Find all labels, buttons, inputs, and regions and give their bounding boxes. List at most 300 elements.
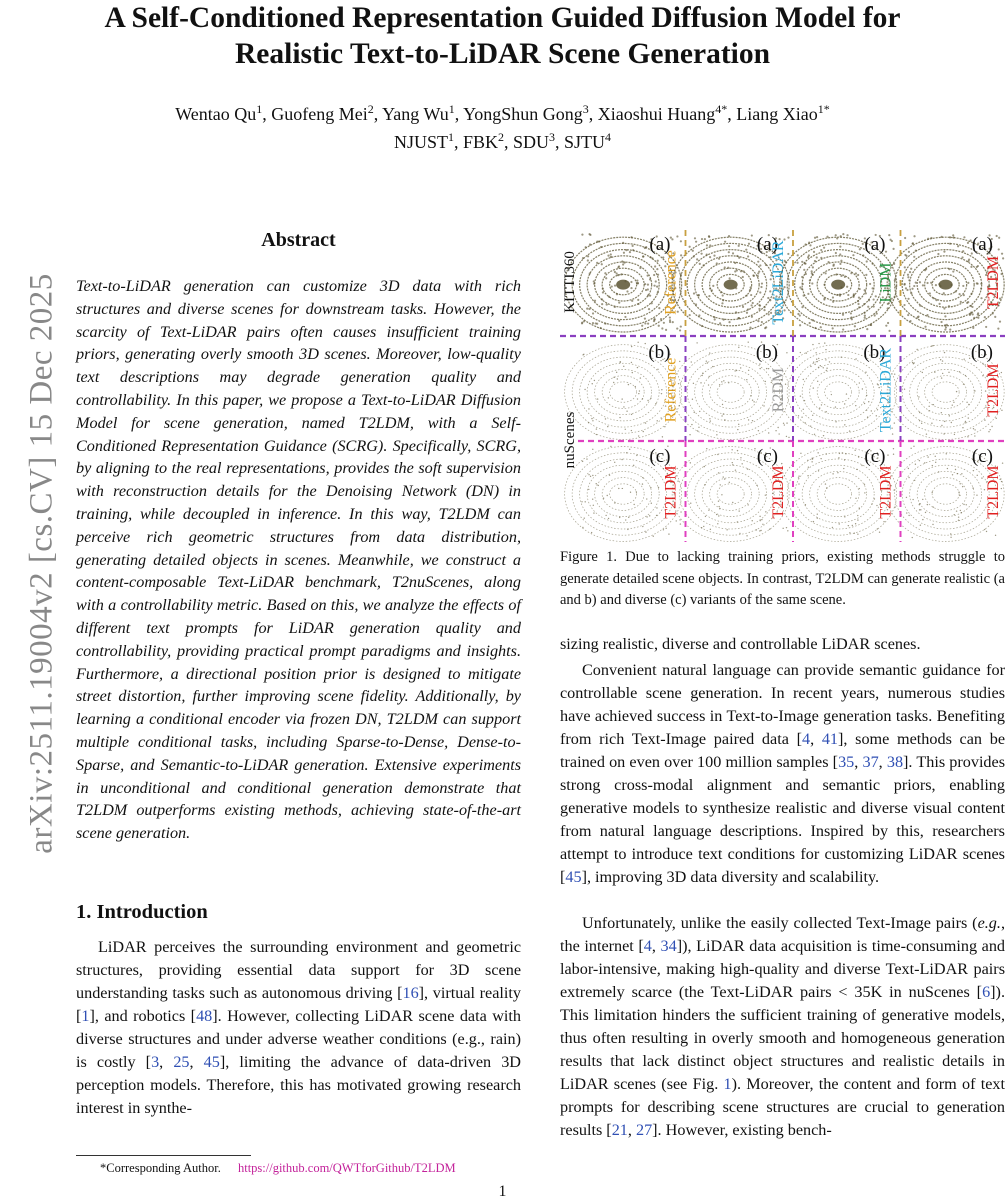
ego-vehicle [939, 489, 953, 499]
lidar-point [759, 516, 760, 517]
author-name-superscript: 1 [256, 102, 263, 116]
lidar-point [859, 507, 860, 508]
lidar-point [679, 519, 680, 520]
lidar-point [709, 376, 710, 377]
lidar-point [938, 471, 939, 472]
lidar-point [743, 270, 745, 272]
lidar-point [944, 315, 946, 317]
lidar-point [586, 458, 587, 459]
lidar-point [864, 484, 865, 485]
lidar-point [942, 360, 943, 361]
lidar-point [846, 286, 848, 288]
lidar-point [606, 303, 608, 305]
lidar-point [804, 400, 805, 401]
lidar-point [616, 372, 617, 373]
lidar-point [930, 237, 932, 239]
lidar-point [919, 509, 920, 510]
lidar-point [957, 473, 958, 474]
lidar-point [618, 488, 619, 489]
lidar-point [812, 457, 813, 458]
lidar-point [708, 509, 709, 510]
lidar-point [768, 432, 769, 433]
lidar-point [981, 477, 982, 478]
text-segment: ], limiting the advance of data-driven 3D perception models. Therefore, this has motivated growing research interest in synthe- [76, 1053, 521, 1117]
lidar-point [582, 461, 583, 462]
lidar-point [633, 504, 634, 505]
lidar-point [821, 404, 822, 405]
lidar-point [625, 249, 627, 251]
lidar-point [984, 420, 985, 421]
lidar-point [647, 288, 649, 290]
citation-link[interactable]: 16 [402, 984, 419, 1002]
lidar-point [663, 529, 664, 530]
lidar-point [653, 285, 655, 287]
lidar-point [588, 474, 589, 475]
lidar-point [960, 301, 962, 303]
lidar-point [601, 298, 603, 300]
lidar-point [843, 468, 844, 469]
lidar-point [970, 293, 972, 295]
lidar-point [637, 282, 639, 284]
lidar-point [944, 421, 945, 422]
lidar-point [908, 251, 910, 253]
lidar-point [718, 506, 719, 507]
lidar-point [903, 284, 905, 286]
lidar-point [962, 250, 964, 252]
lidar-point [799, 286, 801, 288]
lidar-point [626, 452, 627, 453]
lidar-point [814, 327, 816, 329]
lidar-point [844, 276, 846, 278]
method-label: T2LDM [877, 465, 895, 519]
lidar-point [603, 497, 604, 498]
lidar-point [753, 401, 754, 402]
lidar-point [626, 411, 627, 412]
lidar-point [812, 344, 813, 345]
lidar-point [719, 322, 721, 324]
lidar-point [947, 468, 948, 469]
lidar-point [910, 292, 912, 294]
citation-link[interactable]: 25 [173, 1053, 190, 1071]
lidar-point [761, 321, 763, 323]
lidar-point [631, 346, 632, 347]
lidar-point [724, 478, 725, 479]
lidar-point [994, 316, 996, 318]
lidar-point [927, 238, 929, 240]
lidar-point [854, 325, 856, 327]
abstract-text: Text-to-LiDAR generation can customize 3D data with rich structures and diverse scenes for downstream tasks. However, the scarcity of Text-LiDAR pairs often causes insufficient training priors, generating overly smooth 3D scenes. Moreover, low-quality text descriptions may degrade generation quality and controllability. In this paper, we propose a Text-to-LiDAR Diffusion Model for scene generation, named T2LDM, with a Self-Conditioned Representation Guidance (SCRG). Specifically, SCRG, by aligning to the real representations, provides the soft supervision with reconstruction details for the Denoising Network (DN) in training, while decoupled in inference. In this way, T2LDM can perceive rich geometric structures from data distribution, generating detailed objects in scenes. Meanwhile, we construct a content-composable Text-LiDAR benchmark, T2nuScenes, along with a controllability metric. Based on this, we analyze the effects of different text prompts for LiDAR generation quality and controllability, providing practical prompt paradigms and insights. Furthermore, a directional position prior is designed to mitigate street distortion, further improving scene fidelity. Additionally, by learning a conditional encoder via frozen DN, T2LDM can support multiple conditional tasks, including Sparse-to-Dense, Dense-to-Sparse, and Semantic-to-LiDAR generation. Extensive experiments in unconditional and conditional generation demonstrate that T2LDM outperforms existing methods, achieving state-of-the-art scene generation. [76, 277, 521, 843]
lidar-point [858, 296, 860, 298]
lidar-point [588, 308, 590, 310]
lidar-point [966, 504, 967, 505]
citation-link[interactable]: 4 [643, 937, 652, 955]
lidar-point [842, 314, 844, 316]
lidar-point [903, 304, 905, 306]
citation-link[interactable]: 21 [611, 1121, 628, 1139]
lidar-point [859, 488, 860, 489]
lidar-point [592, 498, 593, 499]
lidar-point [728, 251, 730, 253]
lidar-point [943, 307, 945, 309]
lidar-point [892, 248, 894, 250]
citation-link[interactable]: 3 [151, 1053, 160, 1071]
lidar-point [858, 456, 859, 457]
author-name: Xiaoshui Huang [597, 104, 716, 124]
lidar-point [732, 462, 733, 463]
lidar-point [633, 465, 634, 466]
lidar-point [952, 404, 953, 405]
lidar-point [618, 320, 620, 322]
panel-tag: (b) [863, 342, 886, 363]
lidar-point [807, 293, 809, 295]
lidar-point [949, 415, 950, 416]
lidar-point [837, 472, 838, 473]
lidar-point [669, 321, 671, 323]
lidar-point [757, 261, 759, 263]
citation-link[interactable]: 38 [886, 753, 904, 771]
lidar-point [642, 483, 643, 484]
citation-link[interactable]: 6 [982, 983, 991, 1001]
lidar-point [656, 515, 657, 516]
lidar-point [736, 255, 738, 257]
lidar-point [760, 530, 761, 531]
lidar-point [648, 308, 650, 310]
text-segment: ]), LiDAR data acquisition is time-consuming and labor-intensive, making high-quality and diverse Text-LiDAR pairs extremely scarce (the Text-LiDAR pairs < 35K in nuScenes [ [560, 937, 1005, 1001]
lidar-point [850, 316, 852, 318]
citation-link[interactable]: 48 [196, 1007, 213, 1025]
lidar-point [620, 361, 621, 362]
lidar-point [798, 477, 799, 478]
lidar-point [752, 520, 753, 521]
lidar-point [817, 513, 818, 514]
lidar-point [750, 294, 752, 296]
citation-link[interactable]: 34 [660, 937, 677, 955]
lidar-point [977, 265, 979, 267]
citation-link[interactable]: 45 [565, 868, 582, 886]
lidar-point [924, 326, 926, 328]
lidar-point [766, 368, 767, 369]
lidar-point [997, 328, 999, 330]
ego-vehicle [939, 387, 953, 397]
lidar-point [811, 272, 813, 274]
lidar-point [592, 420, 593, 421]
lidar-point [974, 429, 975, 430]
lidar-point [887, 454, 888, 455]
lidar-point [917, 316, 919, 318]
lidar-point [817, 361, 818, 362]
lidar-point [963, 358, 964, 359]
lidar-point [601, 303, 603, 305]
lidar-point [711, 289, 713, 291]
lidar-point [657, 260, 659, 262]
lidar-point [680, 240, 682, 242]
lidar-point [855, 358, 856, 359]
lidar-point [864, 403, 865, 404]
lidar-point [963, 236, 965, 238]
lidar-point [988, 431, 989, 432]
lidar-point [662, 436, 663, 437]
lidar-point [825, 483, 826, 484]
lidar-point [737, 317, 739, 319]
lidar-point [908, 515, 909, 516]
lidar-point [858, 306, 860, 308]
lidar-point [759, 363, 760, 364]
lidar-point [607, 495, 608, 496]
lidar-point [964, 422, 965, 423]
lidar-point [827, 261, 829, 263]
text-segment: ], virtual reality [ [76, 984, 522, 1025]
lidar-point [905, 255, 907, 257]
lidar-point [844, 424, 845, 425]
lidar-point [718, 472, 719, 473]
lidar-point [956, 391, 957, 392]
lidar-point [586, 308, 588, 310]
lidar-point [874, 314, 876, 316]
lidar-point [765, 494, 766, 495]
lidar-point [598, 485, 599, 486]
lidar-point [739, 533, 740, 534]
lidar-point [832, 473, 833, 474]
lidar-point [752, 399, 753, 400]
lidar-point [740, 270, 742, 272]
lidar-point [966, 302, 968, 304]
lidar-point [604, 272, 606, 274]
lidar-point [709, 418, 710, 419]
lidar-point [748, 341, 749, 342]
citation-link[interactable]: 45 [203, 1053, 220, 1071]
lidar-point [645, 531, 646, 532]
lidar-point [840, 235, 842, 237]
lidar-point [932, 465, 933, 466]
lidar-point [907, 274, 909, 276]
lidar-point [643, 431, 644, 432]
lidar-point [959, 371, 960, 372]
lidar-point [642, 398, 643, 399]
lidar-point [658, 487, 659, 488]
lidar-point [844, 516, 845, 517]
lidar-point [845, 453, 846, 454]
lidar-point [976, 495, 977, 496]
lidar-point [842, 328, 844, 330]
citation-link[interactable]: 41 [821, 730, 839, 748]
lidar-point [657, 274, 659, 276]
lidar-point [694, 237, 696, 239]
text-segment: , [159, 1053, 174, 1071]
lidar-point [806, 352, 807, 353]
lidar-point [847, 294, 849, 296]
lidar-point [658, 307, 660, 309]
lidar-point [704, 238, 706, 240]
lidar-point [894, 506, 895, 507]
citation-link[interactable]: 1 [723, 1075, 732, 1093]
lidar-point [722, 294, 724, 296]
lidar-point [926, 282, 928, 284]
lidar-point [693, 255, 695, 257]
figure-1 [560, 230, 1005, 542]
lidar-point [596, 483, 597, 484]
lidar-point [963, 504, 964, 505]
lidar-point [920, 509, 921, 510]
lidar-point [807, 460, 808, 461]
text-segment: Unfortunately, unlike the easily collected Text-Image pairs ( [582, 914, 978, 932]
lidar-point [735, 311, 737, 313]
lidar-point [816, 256, 818, 258]
lidar-point [921, 423, 922, 424]
lidar-point [600, 246, 602, 248]
citation-link[interactable]: 4 [801, 730, 811, 748]
lidar-point [647, 400, 648, 401]
lidar-point [958, 492, 959, 493]
lidar-point [820, 326, 822, 328]
lidar-point [950, 537, 951, 538]
lidar-point [763, 405, 764, 406]
lidar-point [842, 452, 843, 453]
lidar-point [610, 256, 612, 258]
lidar-point [593, 283, 595, 285]
lidar-point [704, 484, 705, 485]
lidar-point [863, 312, 865, 314]
lidar-point [752, 420, 753, 421]
lidar-point [588, 489, 589, 490]
lidar-point [812, 266, 814, 268]
lidar-point [745, 249, 747, 251]
lidar-point [913, 446, 914, 447]
lidar-point [953, 237, 955, 239]
citation-link[interactable]: 35 [838, 753, 855, 771]
lidar-point [869, 283, 871, 285]
lidar-point [692, 250, 694, 252]
lidar-point [963, 294, 965, 296]
lidar-point [740, 457, 741, 458]
lidar-point [973, 428, 974, 429]
method-label: T2LDM [985, 255, 1002, 310]
lidar-point [656, 268, 658, 270]
lidar-point [922, 372, 923, 373]
lidar-point [693, 383, 694, 384]
lidar-point [977, 312, 979, 314]
lidar-point [866, 260, 868, 262]
lidar-point [819, 407, 820, 408]
method-label: R2DM [770, 367, 787, 413]
lidar-point [709, 287, 711, 289]
lidar-point [864, 314, 866, 316]
lidar-point [962, 486, 963, 487]
lidar-point [919, 305, 921, 307]
lidar-point [867, 416, 868, 417]
lidar-point [598, 240, 600, 242]
ego-vehicle [616, 387, 630, 397]
panel-tag: (b) [648, 342, 671, 363]
lidar-point [759, 264, 761, 266]
lidar-point [722, 404, 723, 405]
text-segment: ], and robotics [ [89, 1007, 197, 1025]
lidar-point [647, 284, 649, 286]
lidar-point [775, 430, 776, 431]
lidar-point [617, 274, 619, 276]
lidar-point [632, 249, 634, 251]
lidar-point [608, 397, 609, 398]
lidar-point [922, 499, 923, 500]
lidar-point [700, 382, 701, 383]
lidar-point [977, 317, 979, 319]
lidar-point [846, 234, 848, 236]
lidar-point [840, 260, 842, 262]
page-number: 1 [498, 1183, 507, 1200]
lidar-point [713, 316, 715, 318]
lidar-point [820, 365, 821, 366]
lidar-point [910, 448, 911, 449]
lidar-point [763, 309, 765, 311]
lidar-point [738, 510, 739, 511]
lidar-point [945, 326, 947, 328]
text-segment: , [854, 753, 863, 771]
lidar-point [656, 286, 658, 288]
lidar-point [963, 383, 964, 384]
lidar-point [787, 530, 788, 531]
lidar-point [980, 297, 982, 299]
lidar-point [622, 242, 624, 244]
lidar-point [859, 248, 861, 250]
lidar-point [909, 271, 911, 273]
lidar-point [965, 421, 966, 422]
lidar-point [665, 528, 666, 529]
lidar-point [982, 375, 983, 376]
lidar-point [723, 319, 725, 321]
lidar-point [953, 402, 954, 403]
citation-link[interactable]: 37 [862, 753, 879, 771]
lidar-point [635, 386, 636, 387]
lidar-point [735, 469, 736, 470]
lidar-point [649, 295, 651, 297]
lidar-point [740, 367, 741, 368]
lidar-point [727, 267, 729, 269]
author-name-superscript: 1 [448, 102, 455, 116]
arxiv-identifier: arXiv:2511.19004v2 [cs.CV] 15 Dec 2025 [23, 273, 60, 854]
ego-vehicle [724, 489, 738, 499]
lidar-point [857, 300, 859, 302]
lidar-point [955, 469, 956, 470]
lidar-point [893, 448, 894, 449]
lidar-point [669, 316, 671, 318]
lidar-point [720, 484, 721, 485]
affiliation-name: SDU [513, 132, 550, 152]
citation-link[interactable]: 1 [81, 1007, 90, 1025]
lidar-point [788, 437, 789, 438]
lidar-point [719, 508, 720, 509]
lidar-point [932, 345, 933, 346]
lidar-point [718, 515, 719, 516]
text-segment: , [651, 937, 661, 955]
lidar-point [645, 343, 646, 344]
lidar-point [638, 435, 639, 436]
footnote-rule [76, 1155, 251, 1156]
lidar-point [708, 295, 710, 297]
lidar-point [826, 236, 828, 238]
lidar-point [864, 317, 866, 319]
lidar-point [631, 362, 632, 363]
lidar-point [756, 529, 757, 530]
repository-link[interactable]: https://github.com/QWTforGithub/T2LDM [237, 1161, 456, 1175]
lidar-point [913, 235, 915, 237]
lidar-point [758, 271, 760, 273]
lidar-point [680, 254, 682, 256]
citation-link[interactable]: 27 [635, 1121, 653, 1139]
ego-vehicle [724, 280, 738, 290]
lidar-point [839, 263, 841, 265]
lidar-point [737, 429, 738, 430]
lidar-point [854, 532, 855, 533]
lidar-point [826, 370, 827, 371]
